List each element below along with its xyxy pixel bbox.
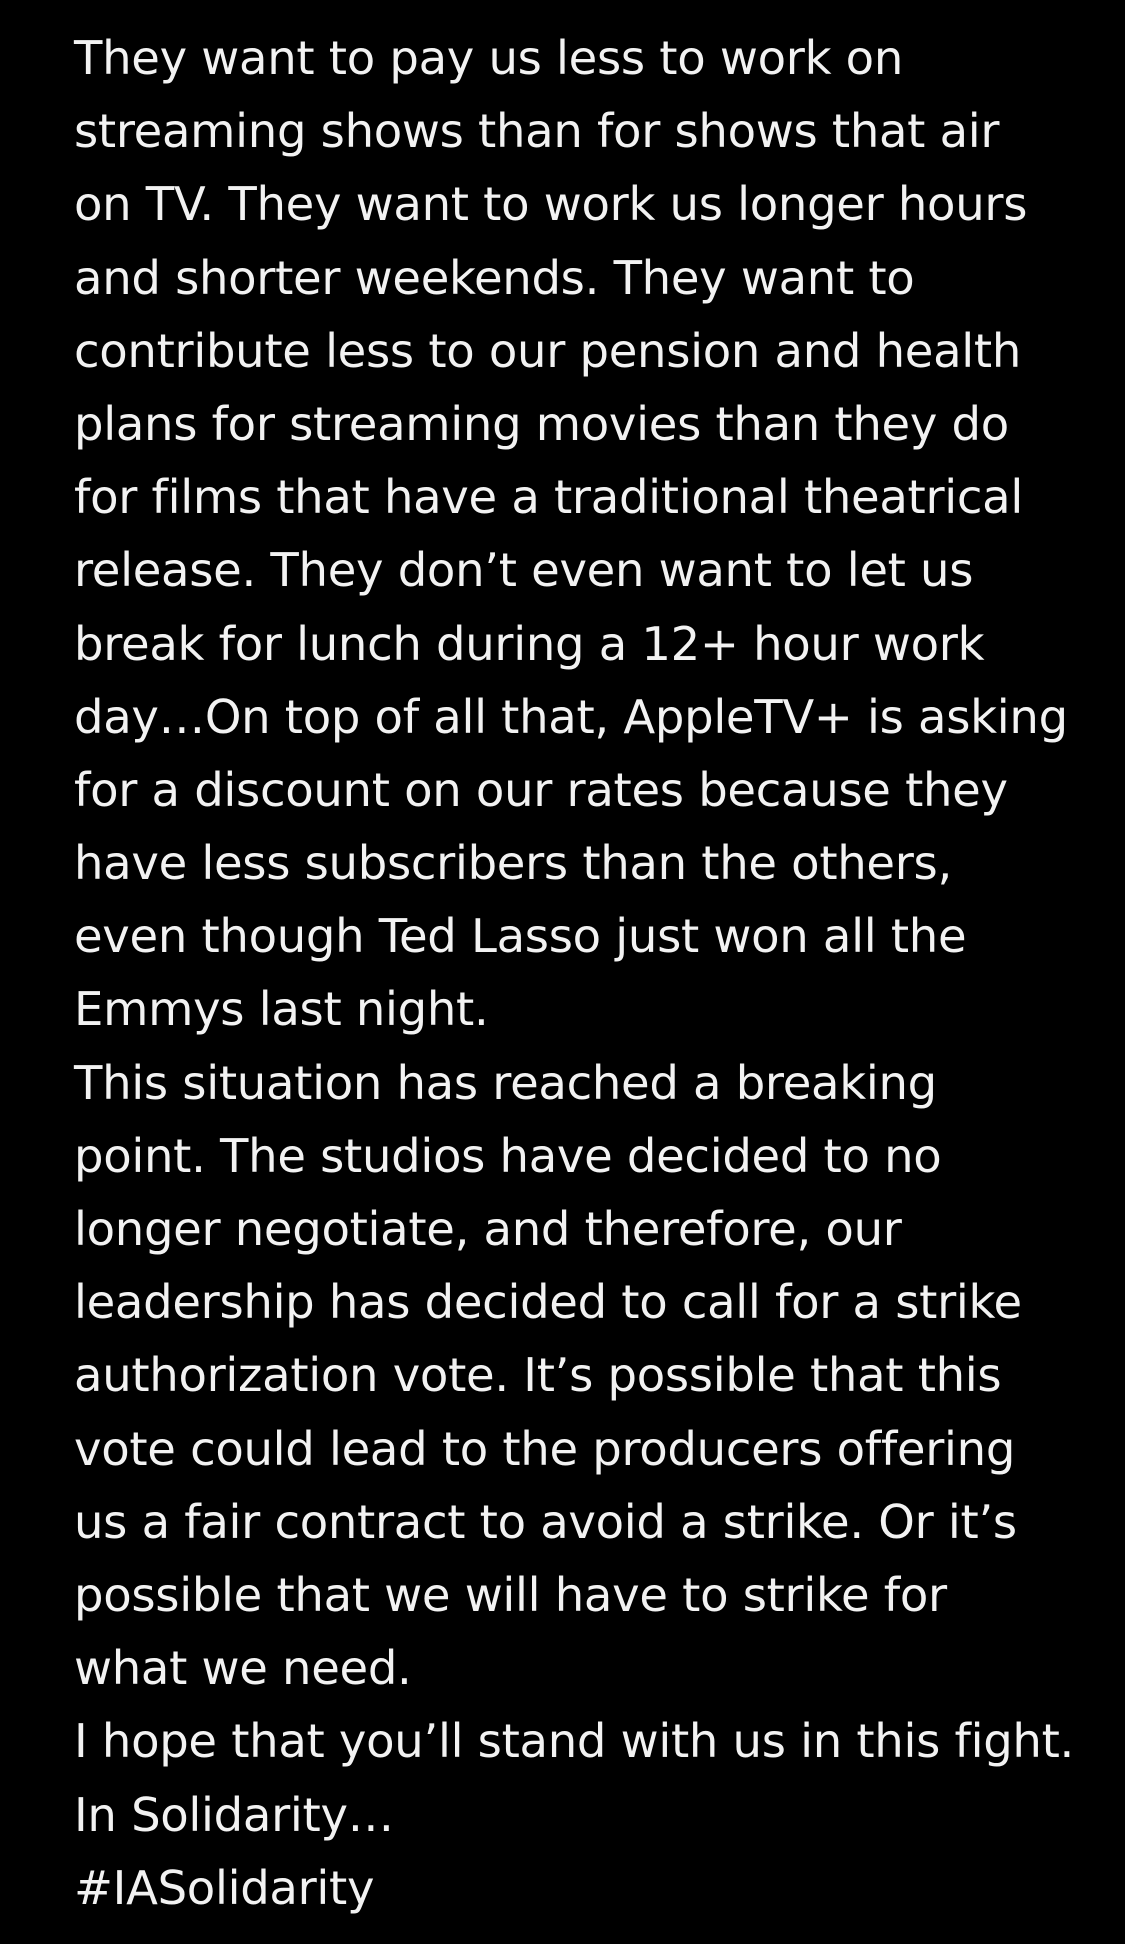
note-line: on TV. They want to work us longer hours bbox=[74, 177, 1028, 232]
note-line: Emmys last night. bbox=[74, 982, 489, 1037]
note-line: for a discount on our rates because they bbox=[74, 762, 1008, 817]
note-line: leadership has decided to call for a strike bbox=[74, 1275, 1022, 1330]
note-line: have less subscribers than the others, bbox=[74, 836, 952, 891]
note-line: us a fair contract to avoid a strike. Or it’s bbox=[74, 1494, 1017, 1549]
note-line: even though Ted Lasso just won all the bbox=[74, 909, 967, 964]
note-line: I hope that you’ll stand with us in this fight. bbox=[74, 1714, 1075, 1769]
note-line: break for lunch during a 12+ hour work bbox=[74, 616, 985, 671]
hashtag-link[interactable]: #IASolidarity bbox=[74, 1860, 375, 1915]
note-line: streaming shows than for shows that air bbox=[74, 104, 1000, 159]
note-line: longer negotiate, and therefore, our bbox=[74, 1202, 902, 1256]
note-line: They want to pay us less to work on bbox=[74, 31, 903, 85]
note-line: possible that we will have to strike for bbox=[74, 1567, 947, 1622]
note-line: authorization vote. It’s possible that this bbox=[74, 1348, 1002, 1403]
note-line: vote could lead to the producers offering bbox=[74, 1421, 1016, 1476]
note-line: In Solidarity… bbox=[74, 1787, 394, 1842]
note-line: contribute less to our pension and health bbox=[74, 323, 1022, 378]
note-line: point. The studios have decided to no bbox=[74, 1128, 942, 1183]
note-line: This situation has reached a breaking bbox=[74, 1055, 937, 1110]
note-line: release. They don’t even want to let us bbox=[74, 543, 974, 598]
note-line: for films that have a traditional theatrical bbox=[74, 470, 1023, 525]
note-line: day…On top of all that, AppleTV+ is asking bbox=[74, 689, 1068, 744]
note-line: and shorter weekends. They want to bbox=[74, 250, 915, 305]
note-body[interactable] bbox=[74, 22, 1114, 1925]
note-line: plans for streaming movies than they do bbox=[74, 396, 1009, 451]
note-line: what we need. bbox=[74, 1641, 412, 1696]
